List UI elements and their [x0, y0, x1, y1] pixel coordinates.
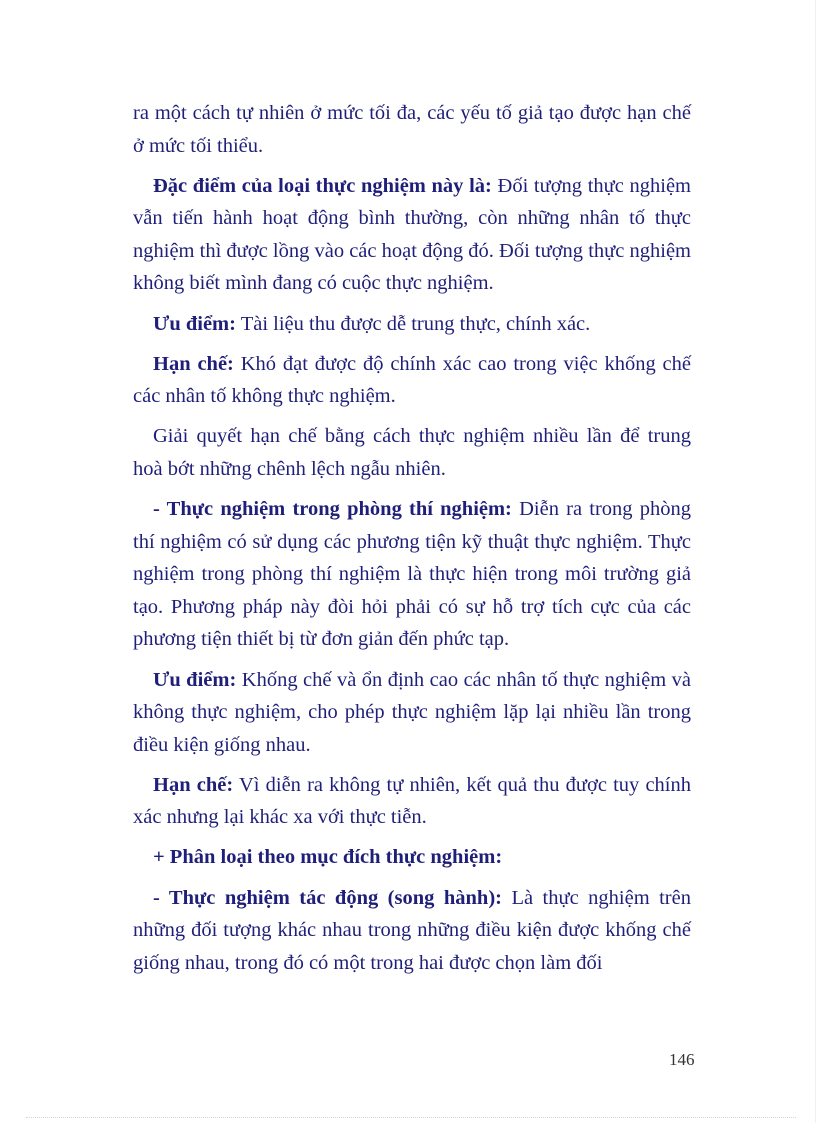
paragraph-8-lead: Hạn chế: [153, 773, 234, 796]
paragraph-2-text: Đối tượng thực nghiệm vẫn tiến hành hoạt động bình thường, còn những nhân tố thực nghiệm thì được lồng vào các hoạt động đó. Đối tượng thực nghiệm không biết mình đang có cuộc thực nghiệm. [133, 174, 692, 295]
paragraph-4-text: Khó đạt được độ chính xác cao trong việc khống chế các nhân tố không thực nghiệm. [133, 352, 692, 408]
paragraph-6 [133, 493, 691, 656]
paragraph-6-text: Diễn ra trong phòng thí nghiệm có sử dụng các phương tiện kỹ thuật thực nghiệm. Thực nghiệm trong phòng thí nghiệm là thực hiện trong môi trường giả tạo. Phương pháp này đòi hỏi phải có sự hỗ trợ tích cực của các phương tiện thiết bị từ đơn giản đến phức tạp. [133, 498, 691, 651]
paragraph-4-lead: Hạn chế: [153, 352, 234, 375]
body-text [133, 97, 691, 987]
paragraph-1 [133, 97, 691, 162]
paragraph-7-text: Khống chế và ổn định cao các nhân tố thực nghiệm và không thực nghiệm, cho phép thực nghiệm lặp lại nhiều lần trong điều kiện giống nhau. [133, 668, 691, 756]
paragraph-10-text: Là thực nghiệm trên những đối tượng khác nhau trong những điều kiện được khống chế giống nhau, trong đó có một trong hai được chọn làm đối [133, 886, 691, 974]
paragraph-7-lead: Ưu điểm: [153, 668, 237, 691]
paragraph-8 [133, 769, 691, 834]
paragraph-3 [133, 308, 691, 341]
page-number: 146 [669, 1050, 695, 1069]
footer-divider [26, 1117, 796, 1118]
paragraph-9-lead: + Phân loại theo mục đích thực nghiệm: [153, 846, 503, 869]
paragraph-3-text: Tài liệu thu được dễ trung thực, chính xác. [235, 312, 591, 335]
paragraph-5 [133, 420, 691, 485]
paragraph-4 [133, 348, 691, 413]
paragraph-1-text: ra một cách tự nhiên ở mức tối đa, các yếu tố giả tạo được hạn chế ở mức tối thiểu. [133, 102, 691, 157]
paragraph-10 [133, 882, 691, 980]
paragraph-2 [133, 170, 691, 300]
paragraph-10-lead: - Thực nghiệm tác động (song hành): [153, 886, 502, 909]
paragraph-6-lead: - Thực nghiệm trong phòng thí nghiệm: [153, 498, 512, 521]
paragraph-8-text: Vì diễn ra không tự nhiên, kết quả thu được tuy chính xác nhưng lại khác xa với thực tiễn. [133, 773, 691, 829]
paragraph-7 [133, 664, 691, 762]
paragraph-2-lead: Đặc điểm của loại thực nghiệm này là: [153, 174, 492, 197]
paragraph-5-text: Giải quyết hạn chế bằng cách thực nghiệm nhiều lần để trung hoà bớt những chênh lệch ngẫu nhiên. [133, 425, 691, 480]
paragraph-3-lead: Ưu điểm: [153, 312, 236, 335]
paragraph-9 [133, 841, 691, 874]
